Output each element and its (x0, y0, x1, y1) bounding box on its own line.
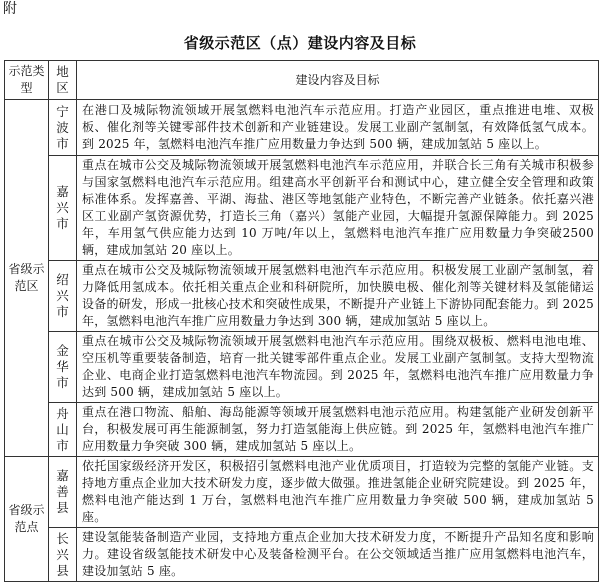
demo-type-cell: 省级示范区 (5, 100, 49, 457)
content-cell: 重点在城市公交及城际物流领域开展氢燃料电池汽车示范应用，并联合长三角有关城市积极参与国家氢燃料电池汽车示范应用。组建高水平创新平台和测试中心，建立健全安全管理和政策标准体系。发挥嘉善、平湖、海盐、港区等地氢能产业特色，不断完善产业链条。依托嘉兴港区工业副产氢资源优势，打造长三角（嘉兴）氢能产业园，大幅提升氢源保障能力。到 2025 年，车用氢气供应能力达到 10 万吨/年以上，氢燃料电池汽车推广应用数量力争突破2500 辆，建成加氢站 20 座以上。 (77, 156, 599, 261)
region-cell: 绍兴市 (49, 261, 77, 332)
header-content: 建设内容及目标 (77, 61, 599, 100)
header-type: 示范类型 (5, 61, 49, 100)
content-cell: 重点在城市公交及城际物流领域开展氢燃料电池汽车示范应用。围绕双极板、燃料电池电堆、空压机等重要装备制造，培育一批关键零部件重点企业。发展工业副产氢制氢。支持大型物流企业、电商企业打造氢燃料电池汽车物流园。到 2025 年，氢燃料电池汽车推广应用数量力争达到 500 辆，建成加氢站 5 座以上。 (77, 332, 599, 403)
region-cell: 长兴县 (49, 528, 77, 582)
region-cell: 嘉兴市 (49, 156, 77, 261)
table-row (5, 332, 599, 403)
content-cell: 建设氢能装备制造产业园，支持地方重点企业加大技术研发力度，不断提升产品知名度和影响力。建设省级氢能技术研发中心及装备检测平台。在公交领域适当推广应用氢燃料电池汽车，建设加氢站 5 座。 (77, 528, 599, 582)
demo-type-cell: 省级示范点 (5, 457, 49, 582)
content-cell: 在港口及城际物流领域开展氢燃料电池汽车示范应用。打造产业园区，重点推进电堆、双极板、催化剂等关键零部件技术创新和产业链建设。发展工业副产氢制氢，有效降低氢气成本。到 2025 年，氢燃料电池汽车推广应用数量力争达到 500 辆，建成加氢站 5 座以上。 (77, 100, 599, 156)
demo-table (4, 60, 599, 582)
header-region: 地区 (49, 61, 77, 100)
region-cell: 金华市 (49, 332, 77, 403)
content-cell: 重点在港口物流、船舶、海岛能源等领域开展氢燃料电池示范应用。构建氢能产业研发创新平台，积极发展可再生能源制氢，努力打造氢能海上供应链。到 2025 年，氢燃料电池汽车推广应用数量力争突破 300 辆，建成加氢站 5 座以上。 (77, 403, 599, 457)
table-header-row (5, 61, 599, 100)
table-row (5, 156, 599, 261)
content-cell: 依托国家级经济开发区，积极招引氢燃料电池产业优质项目，打造较为完整的氢能产业链。支持地方重点企业加大技术研发力度，逐步做大做强。推进氢能企业研究院建设。到 2025 年，燃料电池产能达到 1 万台，氢燃料电池汽车推广应用数量力争突破 500 辆，建成加氢站 5 座。 (77, 457, 599, 528)
table-row (5, 100, 599, 156)
table-row (5, 457, 599, 528)
page-label: 附 (3, 1, 17, 17)
region-cell: 舟山市 (49, 403, 77, 457)
table-row (5, 261, 599, 332)
page-title: 省级示范区（点）建设内容及目标 (183, 34, 417, 52)
region-cell: 嘉善县 (49, 457, 77, 528)
content-cell: 重点在城市公交及城际物流领域开展氢燃料电池汽车示范应用。积极发展工业副产氢制氢，着力降低用氢成本。依托相关重点企业和科研院所，加快膜电极、催化剂等关键材料及氢能储运设备的研发，形成一批核心技术和突破性成果，不断提升产业链上下游协同配套能力。到 2025 年，氢燃料电池汽车推广应用数量力争达到 300 辆，建成加氢站 5 座以上。 (77, 261, 599, 332)
table-row (5, 403, 599, 457)
region-cell: 宁波市 (49, 100, 77, 156)
